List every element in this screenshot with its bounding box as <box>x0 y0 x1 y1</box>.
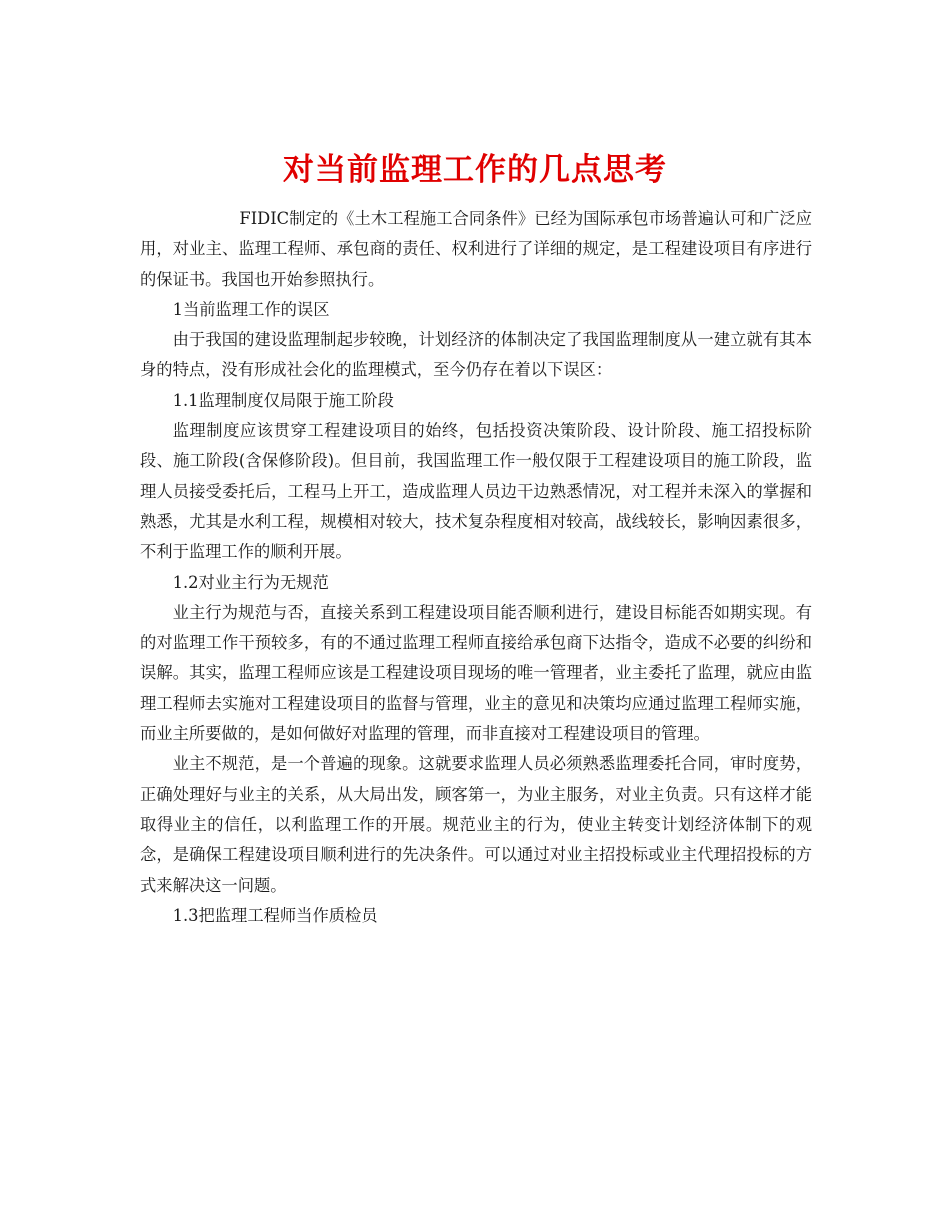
section-heading-1-2: 1.2对业主行为无规范 <box>172 572 329 592</box>
document-title: 对当前监理工作的几点思考 <box>283 151 667 188</box>
body-paragraph: 业主行为规范与否，直接关系到工程建设项目能否顺利进行，建设目标能否如期实现。有的对监理工作干预较多，有的不通过监理工程师直接给承包商下达指令，造成不必要的纠纷和误解。其实，监理工程师应该是工程建设项目现场的唯一管理者，业主委托了监理，就应由监理工程师去实施对工程建设项目的监督与管理，业主的意见和决策均应通过监理工程师实施，而业主所要做的，是如何做好对监理的管理，而非直接对工程建设项目的管理。 <box>140 602 812 744</box>
intro-paragraph: FIDIC制定的《土木工程施工合同条件》已经为国际承包市场普遍认可和广泛应用，对业主、监理工程师、承包商的责任、权利进行了详细的规定，是工程建设项目有序进行的保证书。我国也开始参照执行。 <box>140 209 812 289</box>
body-paragraph: 监理制度应该贯穿工程建设项目的始终，包括投资决策阶段、设计阶段、施工招投标阶段、施工阶段(含保修阶段)。但目前，我国监理工作一般仅限于工程建设项目的施工阶段，监理人员接受委托后，工程马上开工，造成监理人员边干边熟悉情况，对工程并未深入的掌握和熟悉，尤其是水利工程，规模相对较大，技术复杂程度相对较高，战线较长，影响因素很多，不利于监理工作的顺利开展。 <box>140 421 812 562</box>
document-body <box>140 204 812 931</box>
section-heading-1-3: 1.3把监理工程师当作质检员 <box>172 905 378 925</box>
body-paragraph: 业主不规范，是一个普遍的现象。这就要求监理人员必须熟悉监理委托合同，审时度势，正确处理好与业主的关系，从大局出发，顾客第一，为业主服务，对业主负责。只有这样才能取得业主的信任，以利监理工作的开展。规范业主的行为，使业主转变计划经济体制下的观念，是确保工程建设项目顺利进行的先决条件。可以通过对业主招投标或业主代理招投标的方式来解决这一问题。 <box>140 754 812 895</box>
section-heading-1: 1当前监理工作的误区 <box>172 299 330 319</box>
section-heading-1-1: 1.1监理制度仅局限于施工阶段 <box>172 390 394 410</box>
body-paragraph: 由于我国的建设监理制起步较晚，计划经济的体制决定了我国监理制度从一建立就有其本身的特点，没有形成社会化的监理模式，至今仍存在着以下误区： <box>140 330 812 380</box>
